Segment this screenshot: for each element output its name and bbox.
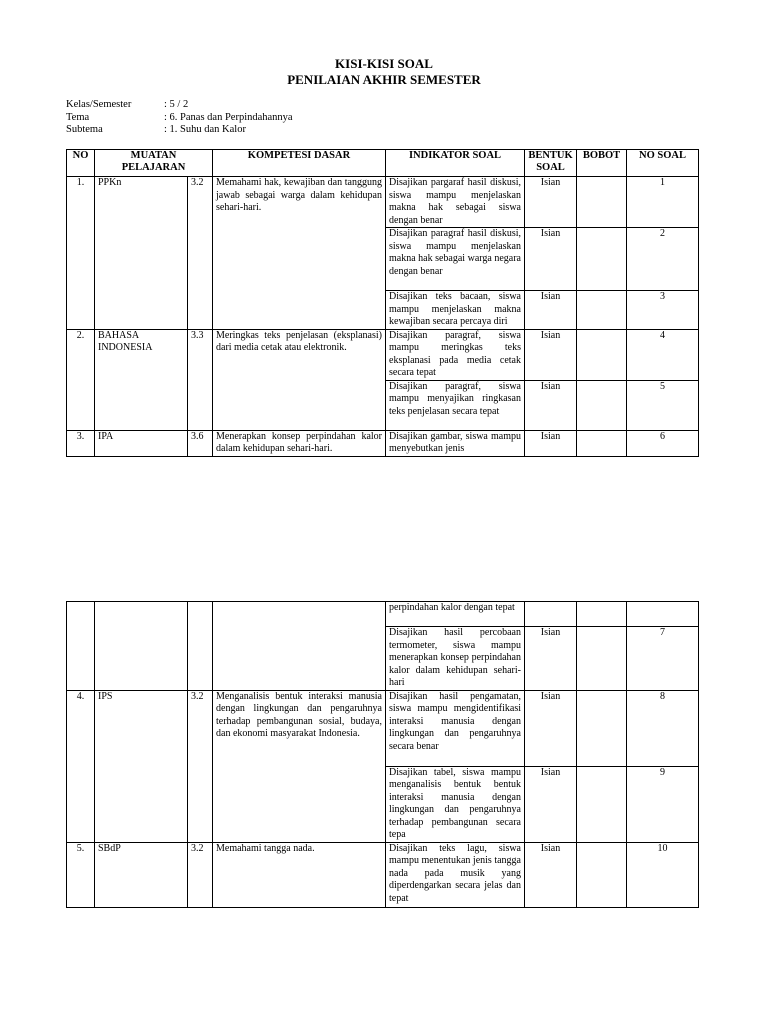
row-nosoal: 6 <box>627 430 699 456</box>
row-indikator: Disajikan hasil pengamatan, siswa mampu mengidentifikasi interaksi manusia dengan lingkungan dan pengaruhnya secara benar <box>386 690 525 766</box>
row-indikator: Disajikan teks lagu, siswa mampu menentukan jenis tangga nada pada musik yang diperdengarkan secara jelas dan tepat <box>386 842 525 907</box>
row-nosoal: 7 <box>627 627 699 691</box>
table-row <box>67 177 699 228</box>
document-subtitle: PENILAIAN AKHIR SEMESTER <box>287 72 481 87</box>
row-indikator: Disajikan paragraf, siswa mampu meringkas teks eksplanasi pada media cetak secara tepat <box>386 329 525 380</box>
row-kd-number: 3.2 <box>188 690 213 842</box>
header-bobot: BOBOT <box>577 150 627 177</box>
row-kompetensi: Meringkas teks penjelasan (eksplanasi) dari media cetak atau elektronik. <box>213 329 386 430</box>
row-kompetensi: Menganalisis bentuk interaksi manusia dengan lingkungan dan pengaruhnya terhadap pembangunan sosial, budaya, dan ekonomi masyarakat Indonesia. <box>213 690 386 842</box>
row-kd-number: 3.6 <box>188 430 213 456</box>
row-muatan: PPKn <box>95 177 188 330</box>
row-bentuk: Isian <box>525 690 577 766</box>
row-nosoal: 4 <box>627 329 699 380</box>
row-kompetensi: Menerapkan konsep perpindahan kalor dalam kehidupan sehari-hari. <box>213 430 386 456</box>
row-bentuk: Isian <box>525 177 577 228</box>
meta-row-tema <box>66 112 293 125</box>
row-indikator: Disajikan gambar, siswa mampu menyebutkan jenis <box>386 430 525 456</box>
row-nosoal <box>627 602 699 627</box>
meta-label: Subtema <box>66 124 103 135</box>
row-indikator: Disajikan paragraf, siswa mampu menyajikan ringkasan teks penjelasan secara tepat <box>386 380 525 430</box>
row-indikator: perpindahan kalor dengan tepat <box>386 602 525 627</box>
row-bobot <box>577 690 627 766</box>
row-muatan: IPA <box>95 430 188 456</box>
row-bobot <box>577 177 627 228</box>
row-bobot <box>577 842 627 907</box>
row-no: 5. <box>67 842 95 907</box>
row-no: 1. <box>67 177 95 330</box>
table-row <box>67 329 699 380</box>
row-muatan: BAHASA INDONESIA <box>95 329 188 430</box>
table-row <box>67 690 699 766</box>
row-indikator: Disajikan tabel, siswa mampu menganalisis bentuk bentuk interaksi manusia dengan lingkungan dan pengaruhnya terhadap pembangunan secara tepa <box>386 766 525 842</box>
row-kd-number: 3.3 <box>188 329 213 430</box>
document-title: KISI-KISI SOAL <box>335 56 433 71</box>
row-indikator: Disajikan pargaraf hasil diskusi, siswa mampu menjelaskan makna hak sebagai siswa dengan benar <box>386 177 525 228</box>
row-bobot <box>577 380 627 430</box>
row-muatan <box>95 602 188 691</box>
row-bobot <box>577 430 627 456</box>
header-muatan: MUATAN PELAJARAN <box>95 150 213 177</box>
row-bentuk: Isian <box>525 430 577 456</box>
row-bobot <box>577 602 627 627</box>
row-nosoal: 5 <box>627 380 699 430</box>
row-nosoal: 8 <box>627 690 699 766</box>
row-no: 2. <box>67 329 95 430</box>
row-kompetensi: Memahami tangga nada. <box>213 842 386 907</box>
row-indikator: Disajikan paragraf hasil diskusi, siswa mampu menjelaskan makna hak sebagai warga negara dengan benar <box>386 228 525 291</box>
row-nosoal: 1 <box>627 177 699 228</box>
row-nosoal: 10 <box>627 842 699 907</box>
table-row <box>67 842 699 907</box>
row-bentuk: Isian <box>525 291 577 330</box>
header-no: NO <box>67 150 95 177</box>
meta-label: Kelas/Semester <box>66 99 132 110</box>
header-bentuk: BENTUK SOAL <box>525 150 577 177</box>
row-bentuk: Isian <box>525 842 577 907</box>
row-kd-number: 3.2 <box>188 177 213 330</box>
row-bentuk: Isian <box>525 380 577 430</box>
table-header-row <box>67 150 699 177</box>
row-bobot <box>577 291 627 330</box>
row-muatan: IPS <box>95 690 188 842</box>
kisi-kisi-table-page-2 <box>66 601 699 908</box>
header-kd: KOMPETESI DASAR <box>213 150 386 177</box>
row-nosoal: 9 <box>627 766 699 842</box>
row-kd-number <box>188 602 213 691</box>
row-bobot <box>577 766 627 842</box>
header-nosoal: NO SOAL <box>627 150 699 177</box>
row-bentuk: Isian <box>525 627 577 691</box>
meta-value: : 5 / 2 <box>164 99 189 110</box>
meta-value: : 1. Suhu dan Kalor <box>164 124 246 135</box>
meta-row-kelas <box>66 99 293 112</box>
row-kompetensi <box>213 602 386 691</box>
meta-info <box>66 99 293 137</box>
row-bentuk: Isian <box>525 766 577 842</box>
row-no <box>67 602 95 691</box>
row-bentuk: Isian <box>525 228 577 291</box>
meta-row-subtema <box>66 124 293 137</box>
row-muatan: SBdP <box>95 842 188 907</box>
row-bobot <box>577 627 627 691</box>
meta-label: Tema <box>66 111 90 123</box>
row-bentuk <box>525 602 577 627</box>
row-indikator: Disajikan hasil percobaan termometer, siswa mampu menerapkan konsep perpindahan kalor dalam kehidupan sehari-hari <box>386 627 525 691</box>
table-row <box>67 430 699 456</box>
header-indikator: INDIKATOR SOAL <box>386 150 525 177</box>
row-no: 4. <box>67 690 95 842</box>
row-bentuk: Isian <box>525 329 577 380</box>
row-kompetensi: Memahami hak, kewajiban dan tanggung jawab sebagai warga dalam kehidupan sehari-hari. <box>213 177 386 330</box>
row-indikator: Disajikan teks bacaan, siswa mampu menjelaskan makna kewajiban secara percaya diri <box>386 291 525 330</box>
row-no: 3. <box>67 430 95 456</box>
meta-value: : 6. Panas dan Perpindahannya <box>164 111 293 123</box>
kisi-kisi-table-page-1 <box>66 149 699 457</box>
row-bobot <box>577 329 627 380</box>
row-bobot <box>577 228 627 291</box>
table-row <box>67 602 699 627</box>
row-nosoal: 3 <box>627 291 699 330</box>
row-nosoal: 2 <box>627 228 699 291</box>
row-kd-number: 3.2 <box>188 842 213 907</box>
